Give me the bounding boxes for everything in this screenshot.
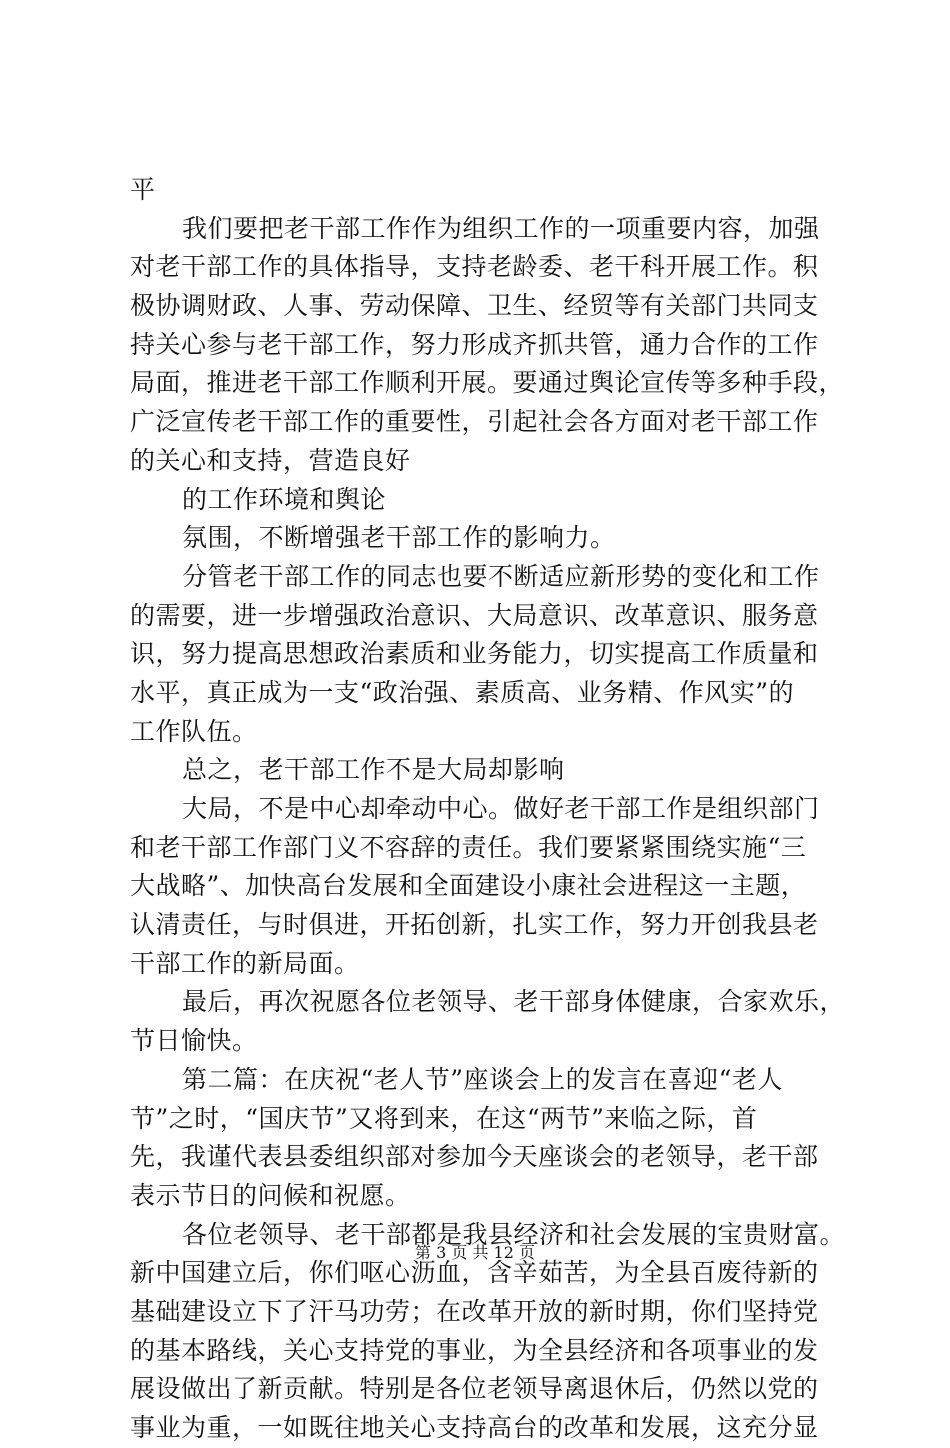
text-line: 基础建设立下了汗马功劳；在改革开放的新时期，你们坚持党	[130, 1296, 819, 1326]
text-line: 对老干部工作的具体指导，支持老龄委、老干科开展工作。积	[130, 252, 819, 282]
text-line: 广泛宣传老干部工作的重要性，引起社会各方面对老干部工作	[130, 407, 819, 437]
text-line: 平	[130, 175, 156, 204]
text-line: 水平，真正成为一支“政治强、素质高、业务精、作风实”的	[130, 677, 795, 707]
text-line: 认清责任，与时俱进，开拓创新，扎实工作，努力开创我县老	[130, 910, 819, 940]
text-line: 工作队伍。	[130, 716, 258, 746]
text-line: 我们要把老干部工作作为组织工作的一项重要内容，加强	[182, 213, 820, 243]
text-line: 最后，再次祝愿各位老领导、老干部身体健康，合家欢乐，	[182, 987, 846, 1017]
text-line: 事业为重，一如既往地关心支持高台的改革和发展，这充分显	[130, 1413, 819, 1442]
text-line: 的需要，进一步增强政治意识、大局意识、改革意识、服务意	[130, 600, 819, 630]
text-line: 大局，不是中心却牵动中心。做好老干部工作是组织部门	[182, 794, 820, 823]
text-line: 氛围，不断增强老干部工作的影响力。	[182, 523, 616, 553]
text-line: 表示节日的问候和祝愿。	[130, 1180, 411, 1210]
text-line: 局面，推进老干部工作顺利开展。要通过舆论宣传等多种手段，	[130, 368, 845, 398]
text-line: 干部工作的新局面。	[130, 948, 360, 978]
text-line: 和老干部工作部门义不容辞的责任。我们要紧紧围绕实施“三	[130, 832, 807, 862]
text-line: 总之，老干部工作不是大局却影响	[182, 755, 565, 785]
text-line: 大战略”、加快高台发展和全面建设小康社会进程这一主题，	[130, 871, 807, 901]
page-footer: 第 3 页 共 12 页	[415, 1243, 535, 1262]
text-line: 节”之时，“国庆节”又将到来，在这“两节”来临之际，首	[130, 1103, 758, 1133]
text-line: 先，我谨代表县委组织部对参加今天座谈会的老领导，老干部	[130, 1142, 819, 1172]
text-line: 节日愉快。	[130, 1026, 258, 1056]
text-line: 分管老干部工作的同志也要不断适应新形势的变化和工作	[182, 561, 820, 591]
text-line: 各位老领导、老干部都是我县经济和社会发展的宝贵财富。	[182, 1219, 846, 1249]
text-line: 极协调财政、人事、劳动保障、卫生、经贸等有关部门共同支	[130, 291, 819, 321]
text-line: 的工作环境和舆论	[182, 484, 387, 514]
text-line: 新中国建立后，你们呕心沥血，含辛茹苦，为全县百废待新的	[130, 1258, 819, 1288]
text-line: 持关心参与老干部工作，努力形成齐抓共管，通力合作的工作	[130, 329, 819, 359]
text-line: 识，努力提高思想政治素质和业务能力，切实提高工作质量和	[130, 639, 819, 669]
text-line: 第二篇：在庆祝“老人节”座谈会上的发言在喜迎“老人	[182, 1064, 783, 1094]
text-line: 的关心和支持，营造良好	[130, 445, 411, 475]
text-line: 的基本路线，关心支持党的事业，为全县经济和各项事业的发	[130, 1335, 819, 1365]
text-line: 展设做出了新贡献。特别是各位老领导离退休后，仍然以党的	[130, 1374, 819, 1404]
